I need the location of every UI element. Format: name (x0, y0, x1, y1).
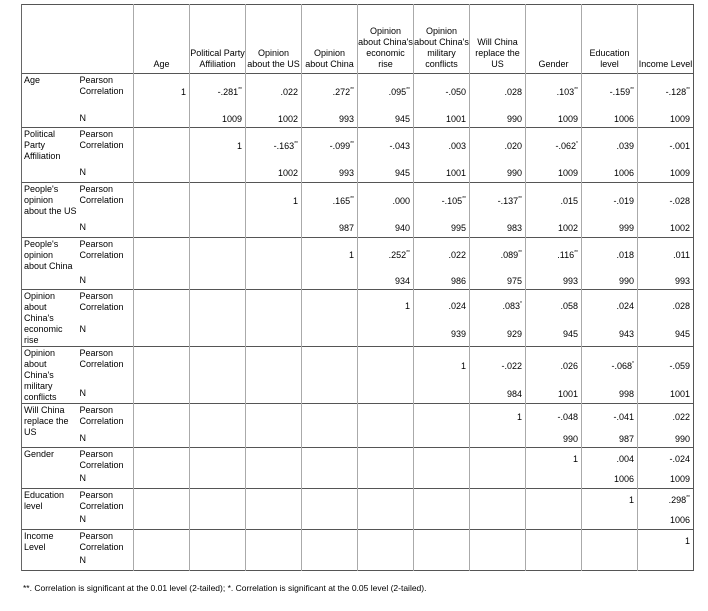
correlation-cell (190, 530, 246, 554)
n-cell: 1002 (246, 166, 302, 183)
n-row (22, 323, 694, 347)
correlation-cell (134, 404, 190, 432)
row-label: People's opinion about China (22, 238, 78, 290)
n-cell (638, 554, 694, 571)
correlation-cell: .018 (582, 238, 638, 274)
stat-label-n: N (79, 554, 86, 565)
correlation-row (22, 290, 694, 323)
n-cell (190, 274, 246, 290)
n-cell (302, 513, 358, 530)
row-label: Opinion about China's military conflicts (22, 347, 78, 404)
correlation-row (22, 404, 694, 432)
n-cell (414, 554, 470, 571)
column-header: Opinion about China's economic rise (358, 5, 414, 74)
n-cell (190, 554, 246, 571)
n-cell: 945 (358, 112, 414, 128)
n-cell (246, 323, 302, 347)
correlation-cell (134, 448, 190, 472)
stat-label-pearson: Pearson Correlation (78, 238, 134, 274)
correlation-row (22, 238, 694, 274)
correlation-cell (246, 489, 302, 513)
n-row (22, 472, 694, 489)
n-cell (190, 513, 246, 530)
correlation-cell (470, 448, 526, 472)
n-cell: 1002 (638, 221, 694, 238)
n-cell (190, 166, 246, 183)
correlation-cell (302, 489, 358, 513)
correlation-cell: -.137** (470, 183, 526, 221)
n-cell (134, 472, 190, 489)
correlation-cell: -.041 (582, 404, 638, 432)
n-cell: 1002 (246, 112, 302, 128)
correlation-cell: .028 (638, 290, 694, 323)
n-cell (190, 387, 246, 404)
correlation-cell: -.001 (638, 128, 694, 166)
n-cell: 1002 (526, 221, 582, 238)
correlation-cell: .011 (638, 238, 694, 274)
correlation-cell: .083* (470, 290, 526, 323)
stat-label-n: N (79, 221, 86, 232)
n-cell (134, 274, 190, 290)
n-cell: 939 (414, 323, 470, 347)
row-label: Political Party Affiliation (22, 128, 78, 183)
correlation-row (22, 128, 694, 166)
correlation-cell (526, 530, 582, 554)
stat-label-n: N (79, 432, 86, 443)
stat-label-n: N (79, 166, 86, 177)
correlation-row (22, 74, 694, 112)
n-row (22, 221, 694, 238)
column-header: Age (134, 5, 190, 74)
n-cell: 1009 (190, 112, 246, 128)
correlation-cell: .039 (582, 128, 638, 166)
correlation-cell: .024 (414, 290, 470, 323)
n-cell (134, 221, 190, 238)
correlation-cell (134, 489, 190, 513)
correlation-cell (134, 530, 190, 554)
n-row (22, 513, 694, 530)
correlation-cell: 1 (190, 128, 246, 166)
n-cell (526, 513, 582, 530)
correlation-cell: .024 (582, 290, 638, 323)
correlation-cell: .000 (358, 183, 414, 221)
n-row (22, 274, 694, 290)
n-cell: 945 (526, 323, 582, 347)
n-cell: 993 (302, 112, 358, 128)
column-header: Opinion about China's military conflicts (414, 5, 470, 74)
n-cell (190, 323, 246, 347)
correlation-cell: -.062* (526, 128, 582, 166)
row-label: Opinion about China's economic rise (22, 290, 78, 347)
header-row (22, 5, 694, 74)
correlation-cell: -.068* (582, 347, 638, 387)
correlation-cell: -.281** (190, 74, 246, 112)
correlation-cell (358, 489, 414, 513)
n-cell (246, 554, 302, 571)
correlation-cell (302, 404, 358, 432)
n-row (22, 387, 694, 404)
n-row (22, 432, 694, 448)
n-cell (302, 323, 358, 347)
n-cell (302, 274, 358, 290)
row-label: Income Level (22, 530, 78, 571)
correlation-cell: .089** (470, 238, 526, 274)
row-label: Gender (22, 448, 78, 489)
correlation-cell (134, 128, 190, 166)
correlation-cell (246, 347, 302, 387)
correlation-cell (358, 530, 414, 554)
correlation-cell: -.050 (414, 74, 470, 112)
stat-label-pearson: Pearson Correlation (78, 530, 134, 554)
n-cell (414, 472, 470, 489)
n-cell: 1006 (582, 472, 638, 489)
correlation-cell: .298** (638, 489, 694, 513)
correlation-cell: 1 (638, 530, 694, 554)
n-cell: 986 (414, 274, 470, 290)
column-header: Gender (526, 5, 582, 74)
correlation-cell: -.099** (302, 128, 358, 166)
n-cell: 1009 (526, 112, 582, 128)
correlation-cell: 1 (246, 183, 302, 221)
n-row (22, 166, 694, 183)
stat-label-pearson: Pearson Correlation (78, 290, 134, 323)
n-cell (582, 513, 638, 530)
correlation-cell (358, 404, 414, 432)
correlation-cell: -.043 (358, 128, 414, 166)
n-cell (246, 387, 302, 404)
correlation-cell: -.059 (638, 347, 694, 387)
correlation-cell (134, 238, 190, 274)
n-cell (246, 472, 302, 489)
correlation-cell (358, 347, 414, 387)
n-cell: 943 (582, 323, 638, 347)
n-cell (246, 221, 302, 238)
correlation-cell: .003 (414, 128, 470, 166)
n-cell (470, 513, 526, 530)
n-cell: 1009 (638, 166, 694, 183)
n-cell: 987 (302, 221, 358, 238)
n-cell (358, 387, 414, 404)
column-header: Opinion about China (302, 5, 358, 74)
correlation-cell: 1 (470, 404, 526, 432)
stat-label-pearson: Pearson Correlation (78, 404, 134, 432)
correlation-cell (302, 530, 358, 554)
correlation-table-container (21, 4, 694, 571)
correlation-cell (190, 238, 246, 274)
n-cell (134, 554, 190, 571)
correlation-cell (582, 530, 638, 554)
correlation-cell: .095** (358, 74, 414, 112)
n-cell: 990 (470, 166, 526, 183)
n-cell (414, 387, 470, 404)
correlation-cell: .103** (526, 74, 582, 112)
n-cell (358, 432, 414, 448)
correlation-cell: 1 (526, 448, 582, 472)
correlation-cell (190, 290, 246, 323)
correlation-row (22, 530, 694, 554)
correlation-row (22, 489, 694, 513)
n-cell (302, 472, 358, 489)
stat-label-pearson: Pearson Correlation (78, 128, 134, 166)
correlation-cell: 1 (358, 290, 414, 323)
correlation-cell: .020 (470, 128, 526, 166)
correlation-cell (414, 448, 470, 472)
n-cell (526, 554, 582, 571)
correlation-cell: -.024 (638, 448, 694, 472)
n-cell (134, 387, 190, 404)
correlation-cell: .022 (414, 238, 470, 274)
correlation-cell (302, 347, 358, 387)
correlation-cell: .004 (582, 448, 638, 472)
correlation-cell (246, 448, 302, 472)
stat-label-n: N (79, 274, 86, 285)
n-cell: 1001 (414, 112, 470, 128)
correlation-cell (190, 404, 246, 432)
n-cell (470, 432, 526, 448)
n-cell: 999 (582, 221, 638, 238)
n-cell: 987 (582, 432, 638, 448)
correlation-cell: .022 (246, 74, 302, 112)
n-cell: 945 (638, 323, 694, 347)
header-corner (22, 5, 134, 74)
column-header: Education level (582, 5, 638, 74)
n-cell: 990 (526, 432, 582, 448)
column-header: Political Party Affiliation (190, 5, 246, 74)
correlation-cell (246, 404, 302, 432)
n-cell: 983 (470, 221, 526, 238)
correlation-cell (190, 448, 246, 472)
n-cell: 995 (414, 221, 470, 238)
correlation-cell: .058 (526, 290, 582, 323)
correlation-cell: -.163** (246, 128, 302, 166)
correlation-cell (246, 238, 302, 274)
row-label: Education level (22, 489, 78, 530)
n-cell: 934 (358, 274, 414, 290)
correlation-cell: -.128** (638, 74, 694, 112)
stat-label-n: N (79, 112, 86, 123)
correlation-row (22, 347, 694, 387)
n-cell: 990 (470, 112, 526, 128)
correlation-cell (470, 489, 526, 513)
footnote: **. Correlation is significant at the 0.01 level (2-tailed); *. Correlation is significant at the 0.05 level (2-tailed). (23, 583, 427, 593)
correlation-cell: .116** (526, 238, 582, 274)
n-cell (246, 432, 302, 448)
n-cell: 1001 (526, 387, 582, 404)
correlation-cell (246, 290, 302, 323)
n-cell (358, 554, 414, 571)
n-cell (470, 554, 526, 571)
correlation-cell: 1 (414, 347, 470, 387)
correlation-cell (134, 290, 190, 323)
correlation-cell: .022 (638, 404, 694, 432)
column-header: Will China replace the US (470, 5, 526, 74)
correlation-cell (414, 489, 470, 513)
correlation-cell (134, 183, 190, 221)
n-cell: 975 (470, 274, 526, 290)
correlation-cell: -.022 (470, 347, 526, 387)
correlation-cell (190, 347, 246, 387)
stat-label-n: N (79, 387, 86, 398)
stat-label-n: N (79, 513, 86, 524)
n-cell (414, 513, 470, 530)
correlation-cell (302, 290, 358, 323)
n-cell: 940 (358, 221, 414, 238)
n-cell (134, 513, 190, 530)
n-cell (134, 112, 190, 128)
correlation-cell (526, 489, 582, 513)
n-cell (190, 472, 246, 489)
n-cell: 1006 (582, 112, 638, 128)
correlation-cell: .015 (526, 183, 582, 221)
stat-label-n: N (79, 323, 86, 334)
n-row (22, 554, 694, 571)
correlation-cell (190, 183, 246, 221)
correlation-cell: 1 (302, 238, 358, 274)
n-cell: 990 (582, 274, 638, 290)
column-header: Income Level (638, 5, 694, 74)
n-cell: 1006 (582, 166, 638, 183)
n-cell (246, 274, 302, 290)
n-cell (302, 554, 358, 571)
stat-label-pearson: Pearson Correlation (78, 347, 134, 387)
n-cell: 1001 (638, 387, 694, 404)
correlation-cell: -.019 (582, 183, 638, 221)
correlation-cell: -.048 (526, 404, 582, 432)
correlation-cell: .252** (358, 238, 414, 274)
stat-label-pearson: Pearson Correlation (78, 489, 134, 513)
correlation-cell (414, 530, 470, 554)
column-header: Opinion about the US (246, 5, 302, 74)
n-cell: 929 (470, 323, 526, 347)
n-cell (582, 554, 638, 571)
stat-label-pearson: Pearson Correlation (78, 183, 134, 221)
n-cell: 945 (358, 166, 414, 183)
n-cell (358, 323, 414, 347)
n-cell: 993 (638, 274, 694, 290)
n-cell: 993 (526, 274, 582, 290)
n-cell (470, 472, 526, 489)
n-cell (414, 432, 470, 448)
n-cell: 990 (638, 432, 694, 448)
correlation-cell: 1 (134, 74, 190, 112)
correlation-row (22, 448, 694, 472)
correlation-cell (470, 530, 526, 554)
n-cell (246, 513, 302, 530)
correlation-cell (134, 347, 190, 387)
n-cell (190, 221, 246, 238)
stat-label-n: N (79, 472, 86, 483)
n-cell (358, 513, 414, 530)
correlation-cell: -.105** (414, 183, 470, 221)
correlation-cell: -.159** (582, 74, 638, 112)
n-cell: 1009 (526, 166, 582, 183)
n-cell: 1001 (414, 166, 470, 183)
n-cell (134, 323, 190, 347)
correlation-cell (358, 448, 414, 472)
n-cell (358, 472, 414, 489)
correlation-cell: .165** (302, 183, 358, 221)
n-row (22, 112, 694, 128)
n-cell (134, 166, 190, 183)
stat-label-pearson: Pearson Correlation (78, 448, 134, 472)
correlation-cell: -.028 (638, 183, 694, 221)
correlation-cell: 1 (582, 489, 638, 513)
n-cell: 993 (302, 166, 358, 183)
correlation-cell (302, 448, 358, 472)
row-label: People's opinion about the US (22, 183, 78, 238)
stat-label-pearson: Pearson Correlation (78, 74, 134, 112)
correlation-cell (414, 404, 470, 432)
n-cell (190, 432, 246, 448)
n-cell: 1009 (638, 472, 694, 489)
n-cell: 1006 (638, 513, 694, 530)
n-cell (302, 387, 358, 404)
correlation-cell (190, 489, 246, 513)
n-cell: 984 (470, 387, 526, 404)
correlation-cell: .028 (470, 74, 526, 112)
correlation-cell: .272** (302, 74, 358, 112)
correlation-table (21, 4, 694, 571)
correlation-cell: .026 (526, 347, 582, 387)
correlation-cell (246, 530, 302, 554)
correlation-row (22, 183, 694, 221)
n-cell (526, 472, 582, 489)
n-cell (302, 432, 358, 448)
n-cell: 998 (582, 387, 638, 404)
n-cell (134, 432, 190, 448)
n-cell: 1009 (638, 112, 694, 128)
row-label: Will China replace the US (22, 404, 78, 448)
row-label: Age (22, 74, 78, 128)
